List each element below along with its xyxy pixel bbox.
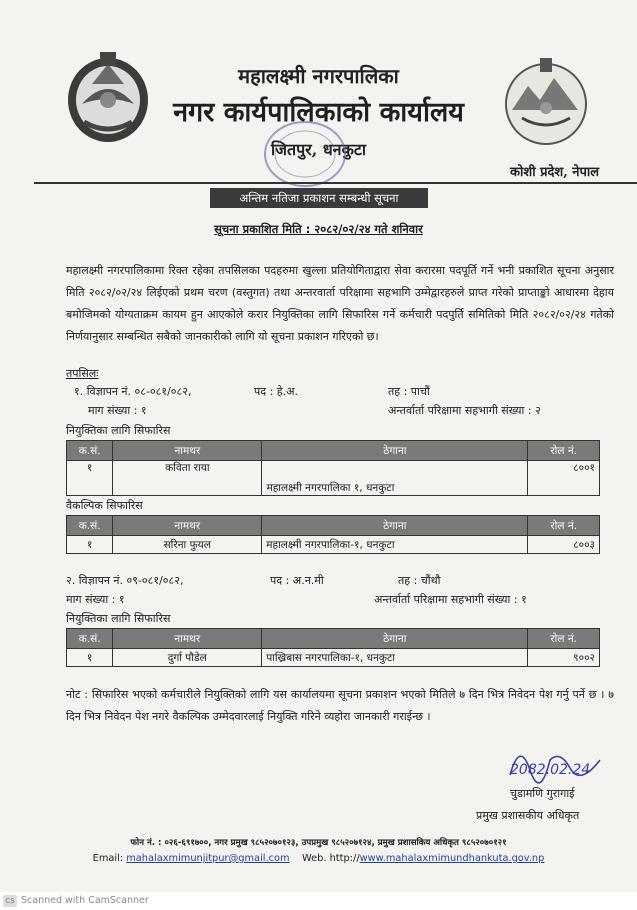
municipality-logo-icon: [498, 52, 594, 152]
ad1-rec-label: नियुक्तिका लागि सिफारिस: [66, 424, 171, 437]
col-roll: रोल नं.: [528, 441, 600, 461]
web-label: Web. http://: [302, 853, 360, 864]
cell-address: पाख्रिबास नगरपालिका-१, धनकुटा: [262, 649, 528, 667]
col-address: ठेगाना: [262, 516, 528, 536]
ad1-alt-table: [66, 515, 600, 554]
col-roll: रोल नं.: [528, 516, 600, 536]
col-sn: क.सं.: [67, 629, 113, 649]
col-name: नामथर: [113, 441, 262, 461]
ad2-post: पद : अ.न.मी: [270, 574, 324, 587]
cell-sn: १: [67, 649, 113, 667]
camscanner-logo-icon: CS: [3, 895, 17, 907]
col-name: नामथर: [113, 629, 262, 649]
email-label: Email:: [92, 853, 124, 864]
col-address: ठेगाना: [262, 441, 528, 461]
publication-date: सूचना प्रकाशित मिति : २०८२/०२/२४ गते शनिवार: [214, 222, 423, 236]
cell-name: दुर्गा पौडेल: [113, 649, 262, 667]
ad2-participants: अन्तर्वार्ता परिक्षामा सहभागी संख्या : १: [374, 593, 527, 606]
col-address: ठेगाना: [262, 629, 528, 649]
province-label: कोशी प्रदेश, नेपाल: [510, 165, 600, 180]
cell-address: महालक्ष्मी नगरपालिका १, धनकुटा: [262, 461, 528, 496]
table-row: [67, 536, 600, 554]
ad1-rec-table: [66, 440, 600, 496]
cell-roll: ९००२: [528, 649, 600, 667]
notice-body: महालक्ष्मी नगरपालिकामा रिक्त रहेका तपसिलका पदहरुमा खुल्ला प्रतियोगिताद्वारा सेवा करारमा पदपूर्ति गर्ने भनी प्रकाशित सूचना अनुसार मिति २०८२/०२/२४ लिईएको प्रथम चरण (वस्तुगत) तथा अन्तरवार्ता परिक्षामा सहभागि उम्मेद्वारहरुले प्राप्त गरेको प्राप्ताङ्को आधारमा देहाय बमोजिमको योग्यताक्रम कायम हुन आएकोले करार नियुक्तिका लागि सिफारिस गर्ने कर्मचारी पदपुर्ति समितिको मिति २०८२/०२/२४ गतेको निर्णयानुसार सम्बन्धित सबैको जानकारीको लागि यो सूचना प्रकाशन गरिएको छ।: [66, 264, 614, 343]
ad2-number: २. विज्ञापन नं. ०९-०८१/०८२,: [66, 574, 184, 587]
table-row: [67, 649, 600, 667]
office-location: जितपुर, धनकुटा: [270, 140, 367, 159]
ad1-alt-label: वैकल्पिक सिफारिस: [66, 499, 143, 512]
footer-contact: [0, 853, 637, 864]
cell-address: महालक्ष्मी नगरपालिका-१, धनकुटा: [262, 536, 528, 554]
ad1-number: १. विज्ञापन नं. ०८-०८१/०८२,: [74, 385, 192, 398]
col-sn: क.सं.: [67, 441, 113, 461]
cell-name: सरिना फुयल: [113, 536, 262, 554]
header-divider: [34, 182, 637, 184]
ad2-level: तह : चौंथौ: [398, 574, 441, 587]
col-sn: क.सं.: [67, 516, 113, 536]
ad1-level: तह : पाचौं: [388, 385, 430, 398]
cell-sn: १: [67, 461, 113, 496]
scanner-text: Scanned with CamScanner: [21, 895, 149, 906]
ad2-demand: माग संख्या : १: [66, 593, 125, 606]
cell-name: कविता राया: [113, 461, 262, 496]
notice-heading: अन्तिम नतिजा प्रकाशन सम्बन्धी सूचना: [210, 188, 428, 208]
office-stamp-icon: [260, 118, 350, 190]
email-link[interactable]: mahalaxmimunjitpur@gmail.com: [126, 853, 290, 864]
col-name: नामथर: [113, 516, 262, 536]
cell-sn: १: [67, 536, 113, 554]
ad2-rec-label: नियुक्तिका लागि सिफारिस: [66, 612, 171, 625]
signature-icon: [480, 730, 630, 790]
signatory-name: चुडामणि गुरागाई: [510, 787, 575, 800]
col-roll: रोल नं.: [528, 629, 600, 649]
tapasil-label: तपसिलः: [66, 367, 99, 380]
ad2-rec-table: [66, 628, 600, 667]
handwritten-date: 2082.02.24: [510, 762, 591, 778]
signatory-title: प्रमुख प्रशासकीय अधिकृत: [476, 809, 580, 822]
ad1-demand: माग संख्या : १: [88, 404, 147, 417]
cell-roll: ८००१: [528, 461, 600, 496]
ad1-participants: अन्तर्वार्ता परिक्षामा सहभागी संख्या : २: [388, 404, 541, 417]
table-row: [67, 461, 600, 496]
ad1-post: पद : हे.अ.: [254, 385, 299, 398]
cell-roll: ८००३: [528, 536, 600, 554]
scanner-watermark: [0, 892, 637, 910]
municipality-name: महालक्ष्मी नगरपालिका: [238, 64, 399, 88]
web-link[interactable]: www.mahalaxmimundhankuta.gov.np: [359, 853, 545, 864]
office-name: नगर कार्यपालिकाको कार्यालय: [173, 97, 464, 128]
footer-phone: फोन नं. : ०२६-६९१७००, नगर प्रमुख ९८५२०७०१२३, उपप्रमुख ९८५२०७१२४, प्रमुख प्रशासकिय अधिकृत ९८५२०७०१२१: [130, 838, 507, 848]
note-text: नोट : सिफारिस भएको कर्मचारीले नियुक्तिको लागि यस कार्यालयमा सूचना प्रकाशन भएको मितिले ७ दिन भित्र निवेदन पेश गर्नु पर्ने छ । ७ दिन भित्र निवेदन पेश नगरे वैकल्पिक उम्मेदवारलाई नियुक्ति गरिने व्यहोरा जानकारी गराईन्छ ।: [66, 688, 614, 723]
